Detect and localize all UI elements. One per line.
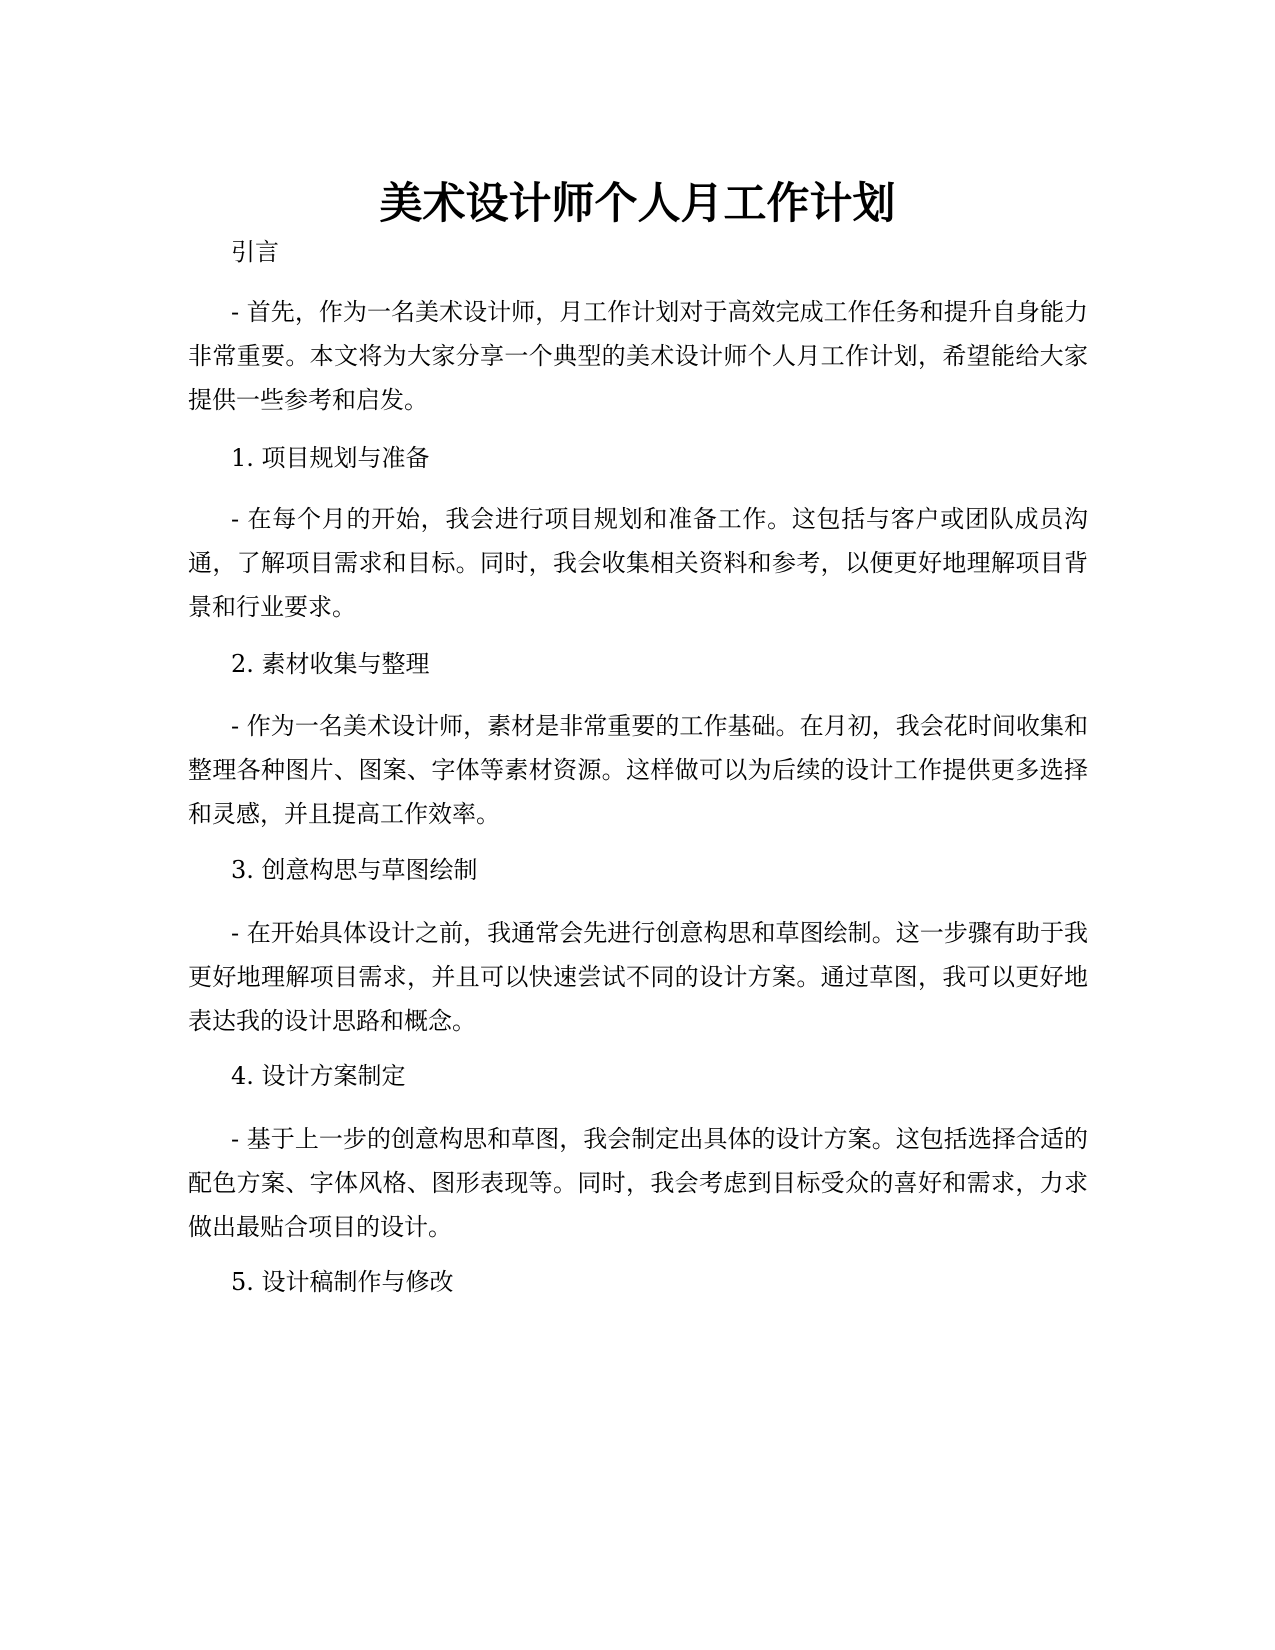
section-heading-1: 1. 项目规划与准备 [231,444,430,472]
document-title: 美术设计师个人月工作计划 [379,178,896,229]
section-heading-intro: 引言 [231,238,279,266]
paragraph-2: - 作为一名美术设计师，素材是非常重要的工作基础。在月初，我会花时间收集和整理各种图片、图案、字体等素材资源。这样做可以为后续的设计工作提供更多选择和灵感，并且提高工作效率。 [188,712,1088,828]
paragraph-4: - 基于上一步的创意构思和草图，我会制定出具体的设计方案。这包括选择合适的配色方案、字体风格、图形表现等。同时，我会考虑到目标受众的喜好和需求，力求做出最贴合项目的设计。 [188,1125,1088,1241]
section-heading-4: 4. 设计方案制定 [231,1062,406,1090]
section-heading-5: 5. 设计稿制作与修改 [231,1268,454,1296]
paragraph-1: - 在每个月的开始，我会进行项目规划和准备工作。这包括与客户或团队成员沟通，了解项目需求和目标。同时，我会收集相关资料和参考，以便更好地理解项目背景和行业要求。 [188,505,1088,621]
paragraph-3: - 在开始具体设计之前，我通常会先进行创意构思和草图绘制。这一步骤有助于我更好地理解项目需求，并且可以快速尝试不同的设计方案。通过草图，我可以更好地表达我的设计思路和概念。 [188,919,1088,1035]
section-heading-3: 3. 创意构思与草图绘制 [231,856,478,884]
paragraph-intro: - 首先，作为一名美术设计师，月工作计划对于高效完成工作任务和提升自身能力非常重要。本文将为大家分享一个典型的美术设计师个人月工作计划，希望能给大家提供一些参考和启发。 [188,298,1088,414]
section-heading-2: 2. 素材收集与整理 [231,650,430,678]
